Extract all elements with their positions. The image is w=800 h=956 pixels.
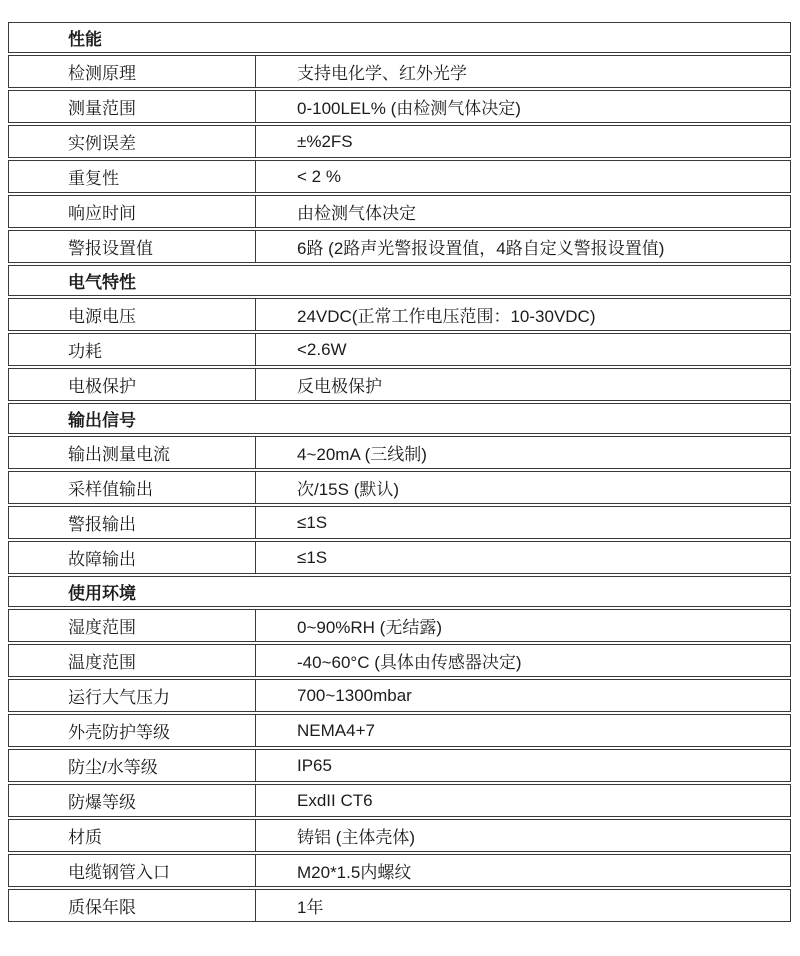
spec-row (8, 368, 791, 401)
spec-row (8, 298, 791, 331)
spec-row (8, 506, 791, 539)
spec-row (8, 714, 791, 747)
spec-row (8, 125, 791, 158)
spec-row (8, 609, 791, 642)
section-header-row (8, 22, 791, 53)
section-header-row (8, 403, 791, 434)
spec-label: 防爆等级 (9, 785, 256, 816)
spec-value: ≤1S (297, 547, 328, 567)
spec-label: 警报输出 (9, 507, 256, 538)
spec-value: 4~20mA (三线制) (297, 445, 427, 464)
spec-label: 电极保护 (9, 369, 256, 400)
spec-row (8, 784, 791, 817)
spec-value: 次/15S (默认) (297, 480, 400, 499)
spec-row (8, 644, 791, 677)
spec-value: 6路 (2路声光警报设置值，4路自定义警报设置值) (297, 239, 665, 258)
spec-value: <2.6W (297, 339, 347, 359)
section-title: 电气特性 (68, 273, 136, 292)
spec-value: ExdII CT6 (297, 790, 373, 810)
spec-value: 1年 (297, 898, 324, 917)
spec-value: -40~60°C (具体由传感器决定) (297, 653, 522, 672)
spec-value: 支持电化学、红外光学 (297, 64, 467, 83)
spec-label: 实例误差 (9, 126, 256, 157)
spec-row (8, 889, 791, 922)
spec-label: 温度范围 (9, 645, 256, 676)
spec-row (8, 230, 791, 263)
spec-value: NEMA4+7 (297, 720, 375, 740)
spec-label: 重复性 (9, 161, 256, 192)
spec-value: 由检测气体决定 (297, 204, 416, 223)
spec-label: 电源电压 (9, 299, 256, 330)
spec-row (8, 749, 791, 782)
spec-label: 外壳防护等级 (9, 715, 256, 746)
spec-row (8, 55, 791, 88)
spec-label: 测量范围 (9, 91, 256, 122)
spec-row (8, 471, 791, 504)
spec-row (8, 679, 791, 712)
spec-row (8, 160, 791, 193)
spec-label: 材质 (9, 820, 256, 851)
spec-label: 防尘/水等级 (9, 750, 256, 781)
section-title: 性能 (68, 30, 102, 49)
spec-label: 检测原理 (9, 56, 256, 87)
spec-value: 0-100LEL% (由检测气体决定) (297, 99, 521, 118)
section-title: 使用环境 (68, 584, 136, 603)
spec-label: 采样值输出 (9, 472, 256, 503)
spec-table (8, 22, 791, 922)
spec-label: 运行大气压力 (9, 680, 256, 711)
spec-value: 铸铝 (主体壳体) (297, 828, 416, 847)
section-header-row (8, 265, 791, 296)
spec-row (8, 333, 791, 366)
spec-label: 功耗 (9, 334, 256, 365)
spec-label: 响应时间 (9, 196, 256, 227)
spec-value: 反电极保护 (297, 377, 382, 396)
spec-row (8, 541, 791, 574)
spec-value: 700~1300mbar (297, 685, 412, 705)
spec-value: ±%2FS (297, 131, 353, 151)
spec-value: 24VDC(正常工作电压范围：10-30VDC) (297, 307, 596, 326)
section-title: 输出信号 (68, 411, 136, 430)
spec-label: 质保年限 (9, 890, 256, 921)
spec-value: 0~90%RH (无结露) (297, 618, 443, 637)
spec-label: 故障输出 (9, 542, 256, 573)
spec-row (8, 854, 791, 887)
spec-label: 电缆钢管入口 (9, 855, 256, 886)
spec-value: < 2 % (297, 166, 341, 186)
section-header-row (8, 576, 791, 607)
spec-row (8, 819, 791, 852)
spec-value: ≤1S (297, 512, 328, 532)
spec-label: 湿度范围 (9, 610, 256, 641)
spec-value: M20*1.5内螺纹 (297, 863, 412, 882)
spec-label: 警报设置值 (9, 231, 256, 262)
spec-row (8, 90, 791, 123)
spec-row (8, 436, 791, 469)
spec-row (8, 195, 791, 228)
spec-value: IP65 (297, 755, 332, 775)
spec-label: 输出测量电流 (9, 437, 256, 468)
